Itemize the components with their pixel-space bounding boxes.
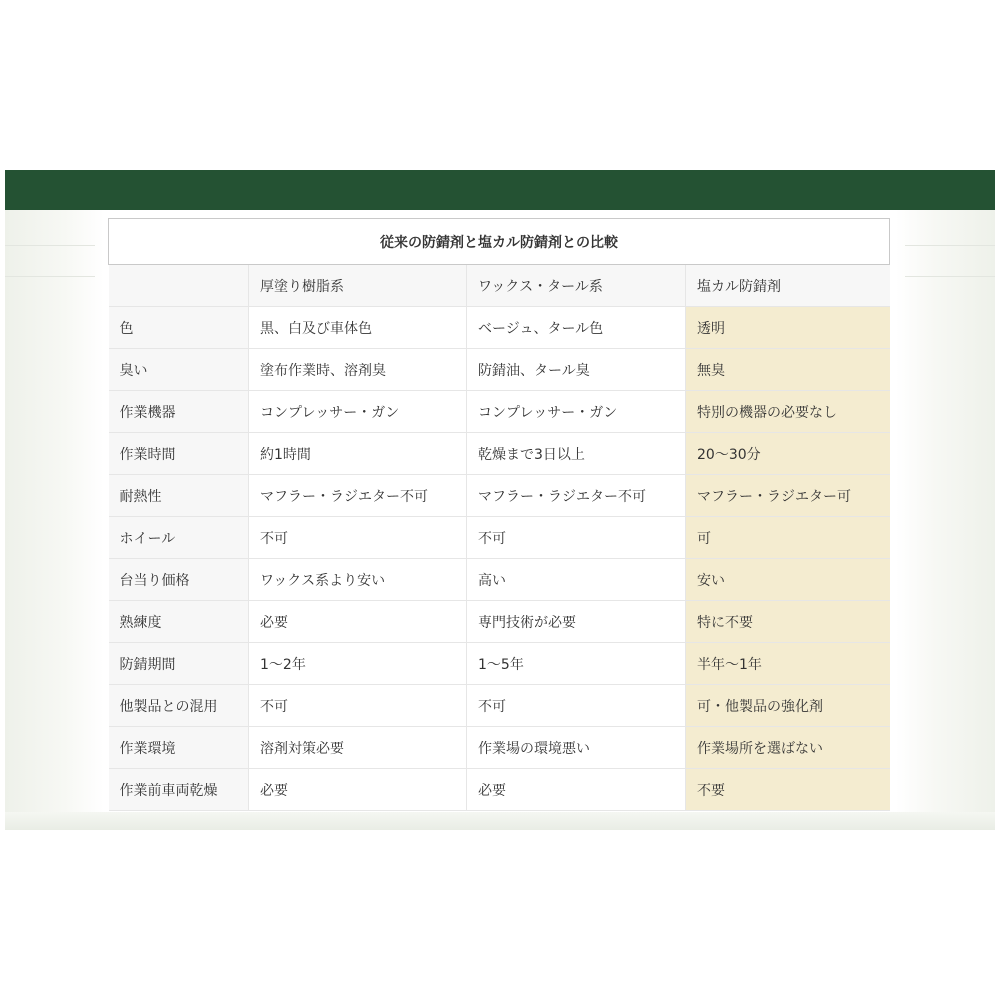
table-cell: 防錆油、タール臭 — [467, 349, 686, 391]
table-row — [109, 349, 890, 391]
table-cell: ワックス系より安い — [249, 559, 467, 601]
row-label: 台当り価格 — [109, 559, 249, 601]
table-cell: 作業場の環境悪い — [467, 727, 686, 769]
table-header-row — [109, 265, 890, 307]
table-row — [109, 307, 890, 349]
table-body — [109, 307, 890, 811]
table-row — [109, 391, 890, 433]
comparison-table-wrap — [108, 218, 889, 811]
row-label: 作業前車両乾燥 — [109, 769, 249, 811]
row-label: 耐熱性 — [109, 475, 249, 517]
table-cell: 1〜5年 — [467, 643, 686, 685]
table-cell: 不要 — [686, 769, 890, 811]
header-cell-wax-tar: ワックス・タール系 — [467, 265, 686, 307]
header-bar — [5, 170, 995, 210]
header-cell-calcium-chloride: 塩カル防錆剤 — [686, 265, 890, 307]
header-cell-resin: 厚塗り樹脂系 — [249, 265, 467, 307]
table-row — [109, 475, 890, 517]
table-cell: 半年〜1年 — [686, 643, 890, 685]
table-cell: 必要 — [249, 601, 467, 643]
table-cell: コンプレッサー・ガン — [249, 391, 467, 433]
table-cell: 可・他製品の強化剤 — [686, 685, 890, 727]
table-row — [109, 727, 890, 769]
table-cell: 必要 — [249, 769, 467, 811]
table-cell: 20〜30分 — [686, 433, 890, 475]
header-cell-empty — [109, 265, 249, 307]
table-cell: コンプレッサー・ガン — [467, 391, 686, 433]
table-caption: 従来の防錆剤と塩カル防錆剤との比較 — [109, 219, 890, 265]
table-cell: 特別の機器の必要なし — [686, 391, 890, 433]
bottom-fade — [5, 812, 995, 830]
table-cell: マフラー・ラジエター不可 — [467, 475, 686, 517]
table-row — [109, 643, 890, 685]
row-label: 作業機器 — [109, 391, 249, 433]
row-label: 防錆期間 — [109, 643, 249, 685]
table-cell: 必要 — [467, 769, 686, 811]
table-cell: 不可 — [467, 685, 686, 727]
table-cell: 可 — [686, 517, 890, 559]
table-cell: 不可 — [249, 685, 467, 727]
row-label: 他製品との混用 — [109, 685, 249, 727]
table-cell: 作業場所を選ばない — [686, 727, 890, 769]
table-row — [109, 517, 890, 559]
row-label: 色 — [109, 307, 249, 349]
row-label: 熟練度 — [109, 601, 249, 643]
table-cell: 約1時間 — [249, 433, 467, 475]
row-label: ホイール — [109, 517, 249, 559]
table-row — [109, 685, 890, 727]
table-cell: 無臭 — [686, 349, 890, 391]
table-cell: 塗布作業時、溶剤臭 — [249, 349, 467, 391]
table-cell: マフラー・ラジエター不可 — [249, 475, 467, 517]
table-row — [109, 769, 890, 811]
table-cell: 特に不要 — [686, 601, 890, 643]
table-cell: 1〜2年 — [249, 643, 467, 685]
table-row — [109, 601, 890, 643]
table-row — [109, 433, 890, 475]
table-cell: 安い — [686, 559, 890, 601]
page-frame — [5, 170, 995, 830]
table-cell: 専門技術が必要 — [467, 601, 686, 643]
table-cell: 溶剤対策必要 — [249, 727, 467, 769]
row-label: 臭い — [109, 349, 249, 391]
table-row — [109, 559, 890, 601]
table-cell: 不可 — [249, 517, 467, 559]
table-cell: 黒、白及び車体色 — [249, 307, 467, 349]
row-label: 作業環境 — [109, 727, 249, 769]
table-cell: 透明 — [686, 307, 890, 349]
table-cell: 不可 — [467, 517, 686, 559]
table-cell: マフラー・ラジエター可 — [686, 475, 890, 517]
table-cell: ベージュ、タール色 — [467, 307, 686, 349]
row-label: 作業時間 — [109, 433, 249, 475]
table-cell: 乾燥まで3日以上 — [467, 433, 686, 475]
table-cell: 高い — [467, 559, 686, 601]
comparison-table — [108, 218, 890, 811]
